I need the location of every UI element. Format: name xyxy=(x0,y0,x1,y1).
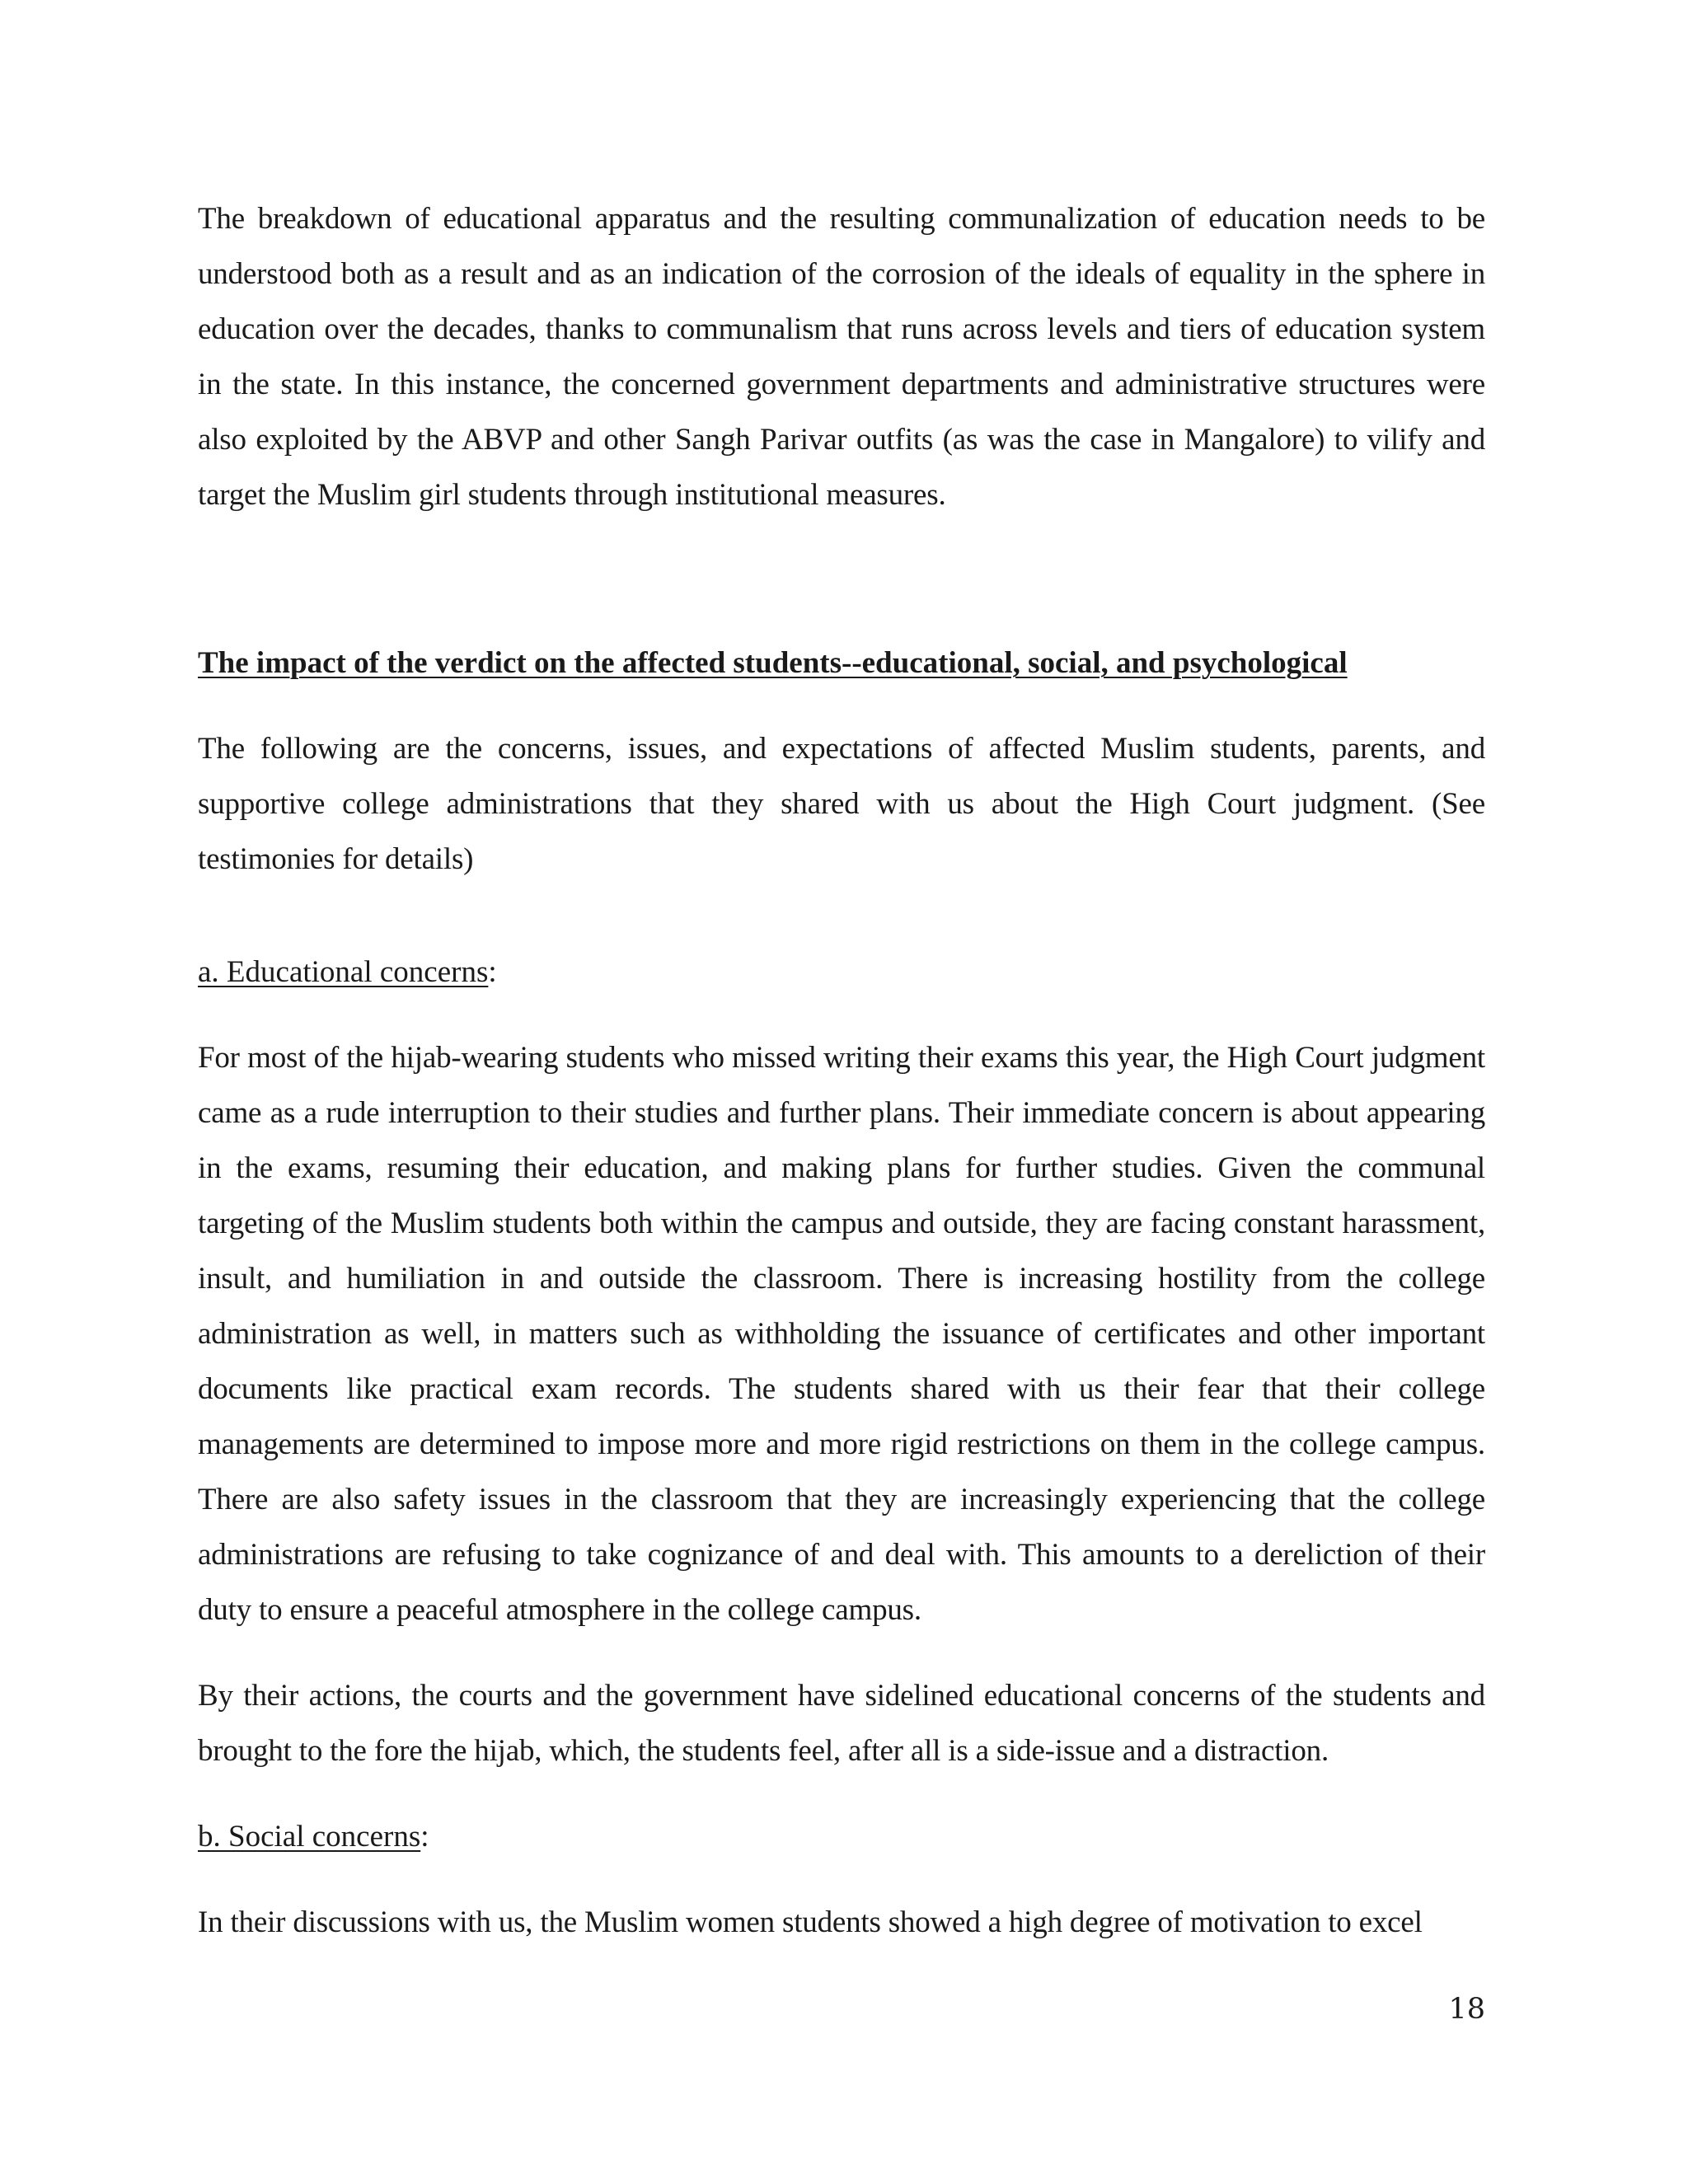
subsection-a-title: a. Educational concerns xyxy=(198,955,489,989)
subsection-social-concerns xyxy=(198,1809,1485,1864)
subsection-b-title: b. Social concerns xyxy=(198,1820,421,1854)
paragraph-educational-details: For most of the hijab-wearing students who missed writing their exams this year, the High Court judgment came as a rude interruption to their studies and further plans. Their immediate concern is about appearing in the exams, resuming their education, and making plans for further studies. Given the communal targeting of the Muslim students both within the campus and outside, they are facing constant harassment, insult, and humiliation in and outside the classroom. There is increasing hostility from the college administration as well, in matters such as withholding the issuance of certificates and other important documents like practical exam records. The students shared with us their fear that their college managements are determined to impose more and more rigid restrictions on them in the college campus. There are also safety issues in the classroom that they are increasingly experiencing that the college administrations are refusing to take cognizance of and deal with. This amounts to a dereliction of their duty to ensure a peaceful atmosphere in the college campus. xyxy=(198,1041,1485,1627)
subsection-b-colon: : xyxy=(420,1820,429,1854)
section-heading: The impact of the verdict on the affected students--educational, social, and psychological xyxy=(198,646,1348,680)
paragraph-communalization: The breakdown of educational apparatus and the resulting communalization of education needs to be understood both as a result and as an indication of the corrosion of the ideals of equality in the sphere in education over the decades, thanks to communalism that runs across levels and tiers of education system in the state. In this instance, the concerned government departments and administrative structures were also exploited by the ABVP and other Sangh Parivar outfits (as was the case in Mangalore) to vilify and target the Muslim girl students through institutional measures. xyxy=(198,202,1485,512)
subsection-a-colon: : xyxy=(488,955,497,989)
paragraph-courts-sidelined: By their actions, the courts and the government have sidelined educational concerns of the students and brought to the fore the hijab, which, the students feel, after all is a side-issue and a distraction. xyxy=(198,1679,1485,1768)
page-number: 18 xyxy=(1448,1993,1485,2026)
page-content xyxy=(198,191,1485,1950)
subsection-educational-concerns xyxy=(198,944,1485,1000)
paragraph-concerns-intro: The following are the concerns, issues, and expectations of affected Muslim students, parents, and supportive college administrations that they shared with us about the High Court judgment. (See testimonies for details) xyxy=(198,732,1485,876)
paragraph-social-details: In their discussions with us, the Muslim women students showed a high degree of motivation to excel xyxy=(198,1905,1423,1939)
